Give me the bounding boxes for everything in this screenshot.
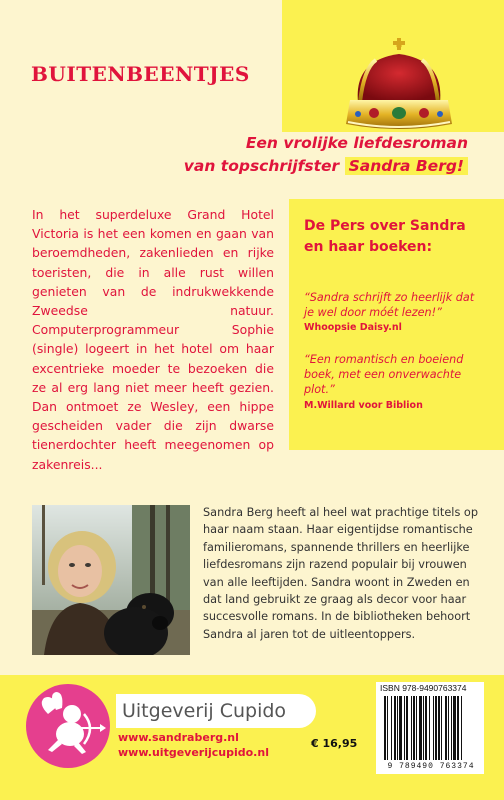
barcode-bar: [457, 696, 459, 760]
barcode-bar: [433, 696, 434, 760]
publisher-name: Uitgeverij Cupido: [116, 694, 316, 728]
isbn-label: ISBN 978-9490763374: [380, 683, 467, 693]
author-bio: Sandra Berg heeft al heel wat prachtige titels op haar naam staan. Haar eigentijdse romantische familieromans, spannende thrillers en heerlijke liefdesromans zijn razend populair bij vrouwen van alle leeftijden. Sandra woont in Zweden en dat land gebruikt ze graag als decor voor haar succesvolle romans. In de bibliotheken behoort Sandra al jaren tot de uitleentoppers.: [203, 506, 479, 641]
barcode-bar: [394, 696, 396, 760]
barcode-bar: [461, 696, 462, 760]
press-quote: “Een romantisch en boeiend boek, met een onverwachte plot.”: [304, 353, 464, 396]
barcode-bar: [425, 696, 427, 760]
barcode-bar: [438, 696, 440, 760]
barcode-bar: [411, 696, 412, 760]
barcode-bar: [387, 696, 388, 760]
barcode-bar: [404, 696, 405, 760]
press-quote: “Sandra schrijft zo heerlijk dat je wel door móét lezen!”: [304, 291, 475, 319]
barcode-bar: [453, 696, 456, 760]
press-quote-source: M.Willard voor Biblion: [304, 400, 423, 411]
barcode-bar: [391, 696, 392, 760]
book-title: BUITENBEENTJES: [31, 62, 250, 86]
barcode-bar: [384, 696, 386, 760]
press-heading-line-2: en haar boeken:: [304, 239, 433, 255]
barcode-bar: [451, 696, 452, 760]
barcode-bar: [429, 696, 430, 760]
barcode-bar: [406, 696, 408, 760]
press-heading: [304, 216, 484, 258]
website-link-cupido[interactable]: www.uitgeverijcupido.nl: [118, 746, 269, 759]
tagline-author: Sandra Berg!: [345, 157, 468, 175]
author-photo: [32, 505, 190, 655]
barcode-bar: [413, 696, 415, 760]
isbn-digits: 9 789490 763374: [387, 762, 475, 771]
tagline-line-2: [40, 155, 468, 178]
barcode-bar: [397, 696, 398, 760]
barcode-bar: [416, 696, 417, 760]
crown-icon: [336, 38, 462, 134]
barcode-bar: [399, 696, 402, 760]
barcode-bar: [441, 696, 442, 760]
tagline-line-1: Een vrolijke liefdesroman: [245, 134, 468, 152]
tagline-prefix: van topschrijfster: [183, 157, 345, 175]
barcode-bar: [445, 696, 447, 760]
tagline: [40, 132, 468, 178]
barcode-bar: [435, 696, 437, 760]
website-link-sandraberg[interactable]: www.sandraberg.nl: [118, 731, 239, 744]
press-heading-line-1: De Pers over Sandra: [304, 218, 466, 234]
barcode-bar: [423, 696, 424, 760]
price-label: € 16,95: [311, 737, 358, 750]
back-cover-blurb: In het superdeluxe Grand Hotel Victoria is het een komen en gaan van beroemdheden, zakenlieden en rijke toeristen, die in alle rust willen genieten van de indrukwekkende Zweedse natuur. Computerprogrammeur Sophie (single) logeert in het hotel om haar excentrieke moeder te bezoeken die ze al erg lang niet meer heeft gezien. Dan ontmoet ze Wesley, een hippe gescheiden vader die zijn dwarse tienerdochter heeft meegenomen op zakenreis...: [32, 207, 274, 472]
cupid-icon: [26, 684, 110, 768]
press-quote-source: Whoopsie Daisy.nl: [304, 322, 402, 333]
barcode-bar: [419, 696, 422, 760]
barcode-bar: [448, 696, 449, 760]
barcode: [382, 696, 480, 760]
